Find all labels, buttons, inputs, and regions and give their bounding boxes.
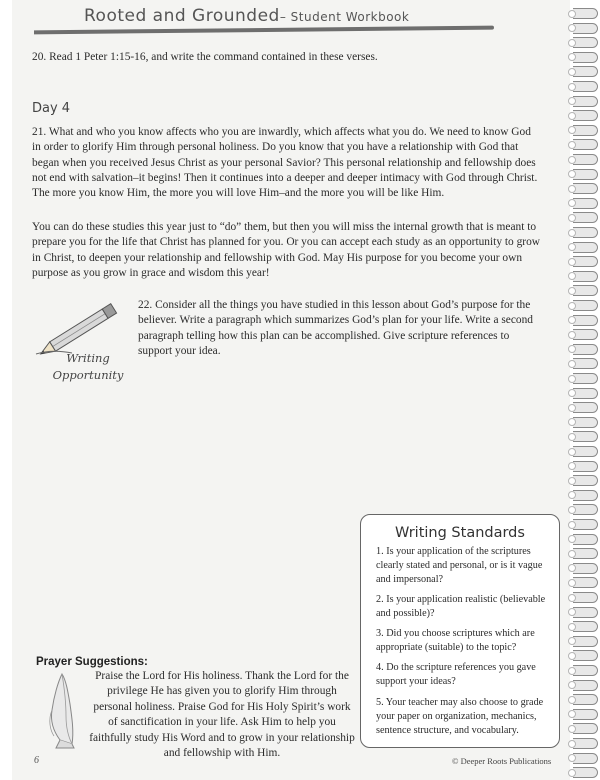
spiral-coil	[573, 753, 598, 764]
spiral-coil	[573, 650, 598, 661]
binding-hole	[568, 740, 576, 748]
spiral-coil	[573, 96, 598, 107]
page-header	[34, 4, 524, 34]
writing-label-line2: Opportunity	[52, 368, 124, 382]
spiral-coil	[573, 723, 598, 734]
spiral-coil	[573, 402, 598, 413]
binding-hole	[568, 141, 576, 149]
spiral-coil	[573, 680, 598, 691]
header-title	[84, 6, 409, 26]
spiral-coil	[573, 709, 598, 720]
standard-item: 2. Is your application realistic (believable and possible)?	[376, 594, 546, 619]
spiral-coil	[573, 577, 598, 588]
binding-hole	[568, 360, 576, 368]
binding-hole	[568, 667, 576, 675]
spiral-coil	[573, 66, 598, 77]
header-title-main: Rooted and Grounded	[84, 6, 280, 26]
binding-hole	[568, 214, 576, 222]
writing-opportunity-label	[42, 350, 134, 384]
binding-hole	[568, 185, 576, 193]
spiral-coil	[573, 490, 598, 501]
spiral-coil	[573, 139, 598, 150]
spiral-coil	[573, 694, 598, 705]
question-21: 21. What and who you know affects who you are inwardly, which affects what you do. We need to know God in order to glorify Him through personal holiness. Do you know that you have a relationship with God that began when you received Jesus Christ as your personal Savior? This personal relationship and fellowship does not end with salvation–it begins! Then it continues into a deeper and deeper intimacy with God through Christ. The more you know Him, the more you will love Him–and the more you will be like Him.	[32, 126, 538, 200]
spiral-coil	[573, 315, 598, 326]
spiral-coil	[573, 8, 598, 19]
spiral-coil	[573, 183, 598, 194]
binding-hole	[568, 112, 576, 120]
spiral-coil	[573, 563, 598, 574]
spiral-coil	[573, 125, 598, 136]
spiral-coil	[573, 110, 598, 121]
spiral-coil	[573, 417, 598, 428]
binding-hole	[568, 229, 576, 237]
spiral-coil	[573, 37, 598, 48]
binding-hole	[568, 696, 576, 704]
spiral-coil	[573, 431, 598, 442]
standard-item: 3. Did you choose scriptures which are appropriate (suitable) to the topic?	[376, 628, 535, 653]
question-22: 22. Consider all the things you have studied in this lesson about God’s purpose for the believer. Write a paragraph which summarizes God’s plan for your life. Write a second paragraph telling how this plan can be accomplished. Give scripture references to support your idea.	[138, 299, 533, 357]
binding-hole	[568, 83, 576, 91]
header-rule	[34, 26, 494, 35]
binding-hole	[568, 594, 576, 602]
spiral-coil	[573, 154, 598, 165]
header-subtitle: – Student Workbook	[279, 10, 410, 24]
spiral-coil	[573, 461, 598, 472]
spiral-coil	[573, 271, 598, 282]
spiral-coil	[573, 169, 598, 180]
footer-credit: © Deeper Roots Publications	[452, 756, 552, 766]
spiral-coil	[573, 358, 598, 369]
spiral-coil	[573, 504, 598, 515]
spiral-coil	[573, 767, 598, 778]
binding-hole	[568, 550, 576, 558]
praying-hands-icon	[38, 670, 90, 750]
spiral-coil	[573, 475, 598, 486]
binding-hole	[568, 652, 576, 660]
spiral-coil	[573, 81, 598, 92]
spiral-coil	[573, 519, 598, 530]
binding-hole	[568, 10, 576, 18]
page-number: 6	[34, 755, 39, 766]
binding-hole	[568, 433, 576, 441]
binding-hole	[568, 725, 576, 733]
binding-hole	[568, 331, 576, 339]
spiral-coil	[573, 388, 598, 399]
binding-hole	[568, 623, 576, 631]
binding-hole	[568, 769, 576, 777]
standard-item: 1. Is your application of the scriptures clearly stated and personal, or is it vague and impersonal?	[376, 546, 543, 585]
prayer-suggestions-text: Praise the Lord for His holiness. Thank the Lord for the privilege He has given you to glorify Him through personal holiness. Praise God for His Holy Spirit’s work of sanctification in your life. Ask Him to help you faithfully study His Word and to grow in your relationship and fellowship with Him.	[89, 670, 355, 760]
spiral-coil	[573, 665, 598, 676]
writing-standards-title: Writing Standards	[395, 525, 525, 541]
spiral-binding	[570, 0, 600, 780]
binding-hole	[568, 68, 576, 76]
spiral-coil	[573, 23, 598, 34]
spiral-coil	[573, 198, 598, 209]
binding-hole	[568, 302, 576, 310]
question-20: 20. Read 1 Peter 1:15-16, and write the command contained in these verses.	[32, 51, 378, 63]
spiral-coil	[573, 285, 598, 296]
spiral-coil	[573, 592, 598, 603]
encouragement-paragraph: You can do these studies this year just to “do” them, but then you will miss the internal growth that is meant to prepare you for the life that Christ has planned for you. Or you can accept each study as an opportunity to grow in Christ, to deepen your relationship and fellowship with God. May His purpose for you become your own purpose as you grow in grace and wisdom this year!	[32, 221, 540, 279]
spiral-coil	[573, 52, 598, 63]
spiral-coil	[573, 534, 598, 545]
spiral-coil	[573, 548, 598, 559]
binding-hole	[568, 287, 576, 295]
spiral-coil	[573, 373, 598, 384]
spiral-coil	[573, 636, 598, 647]
spiral-coil	[573, 212, 598, 223]
day-heading: Day 4	[32, 101, 71, 116]
binding-hole	[568, 448, 576, 456]
binding-hole	[568, 579, 576, 587]
spiral-coil	[573, 256, 598, 267]
binding-hole	[568, 375, 576, 383]
spiral-coil	[573, 300, 598, 311]
spiral-coil	[573, 738, 598, 749]
binding-hole	[568, 477, 576, 485]
writing-label-line1: Writing	[66, 351, 110, 365]
spiral-coil	[573, 446, 598, 457]
spiral-coil	[573, 344, 598, 355]
spiral-coil	[573, 242, 598, 253]
prayer-suggestions-heading: Prayer Suggestions:	[36, 656, 148, 668]
binding-hole	[568, 39, 576, 47]
writing-standards-box	[360, 514, 560, 748]
standard-item: 5. Your teacher may also choose to grade your paper on organization, mechanics, sentence structure, and vocabulary.	[376, 697, 544, 736]
spiral-coil	[573, 607, 598, 618]
binding-hole	[568, 506, 576, 514]
binding-hole	[568, 521, 576, 529]
binding-hole	[568, 156, 576, 164]
binding-hole	[568, 258, 576, 266]
binding-hole	[568, 404, 576, 412]
spiral-coil	[573, 227, 598, 238]
spiral-coil	[573, 329, 598, 340]
workbook-page	[12, 0, 572, 780]
standard-item: 4. Do the scripture references you gave support your ideas?	[376, 662, 536, 687]
spiral-coil	[573, 621, 598, 632]
